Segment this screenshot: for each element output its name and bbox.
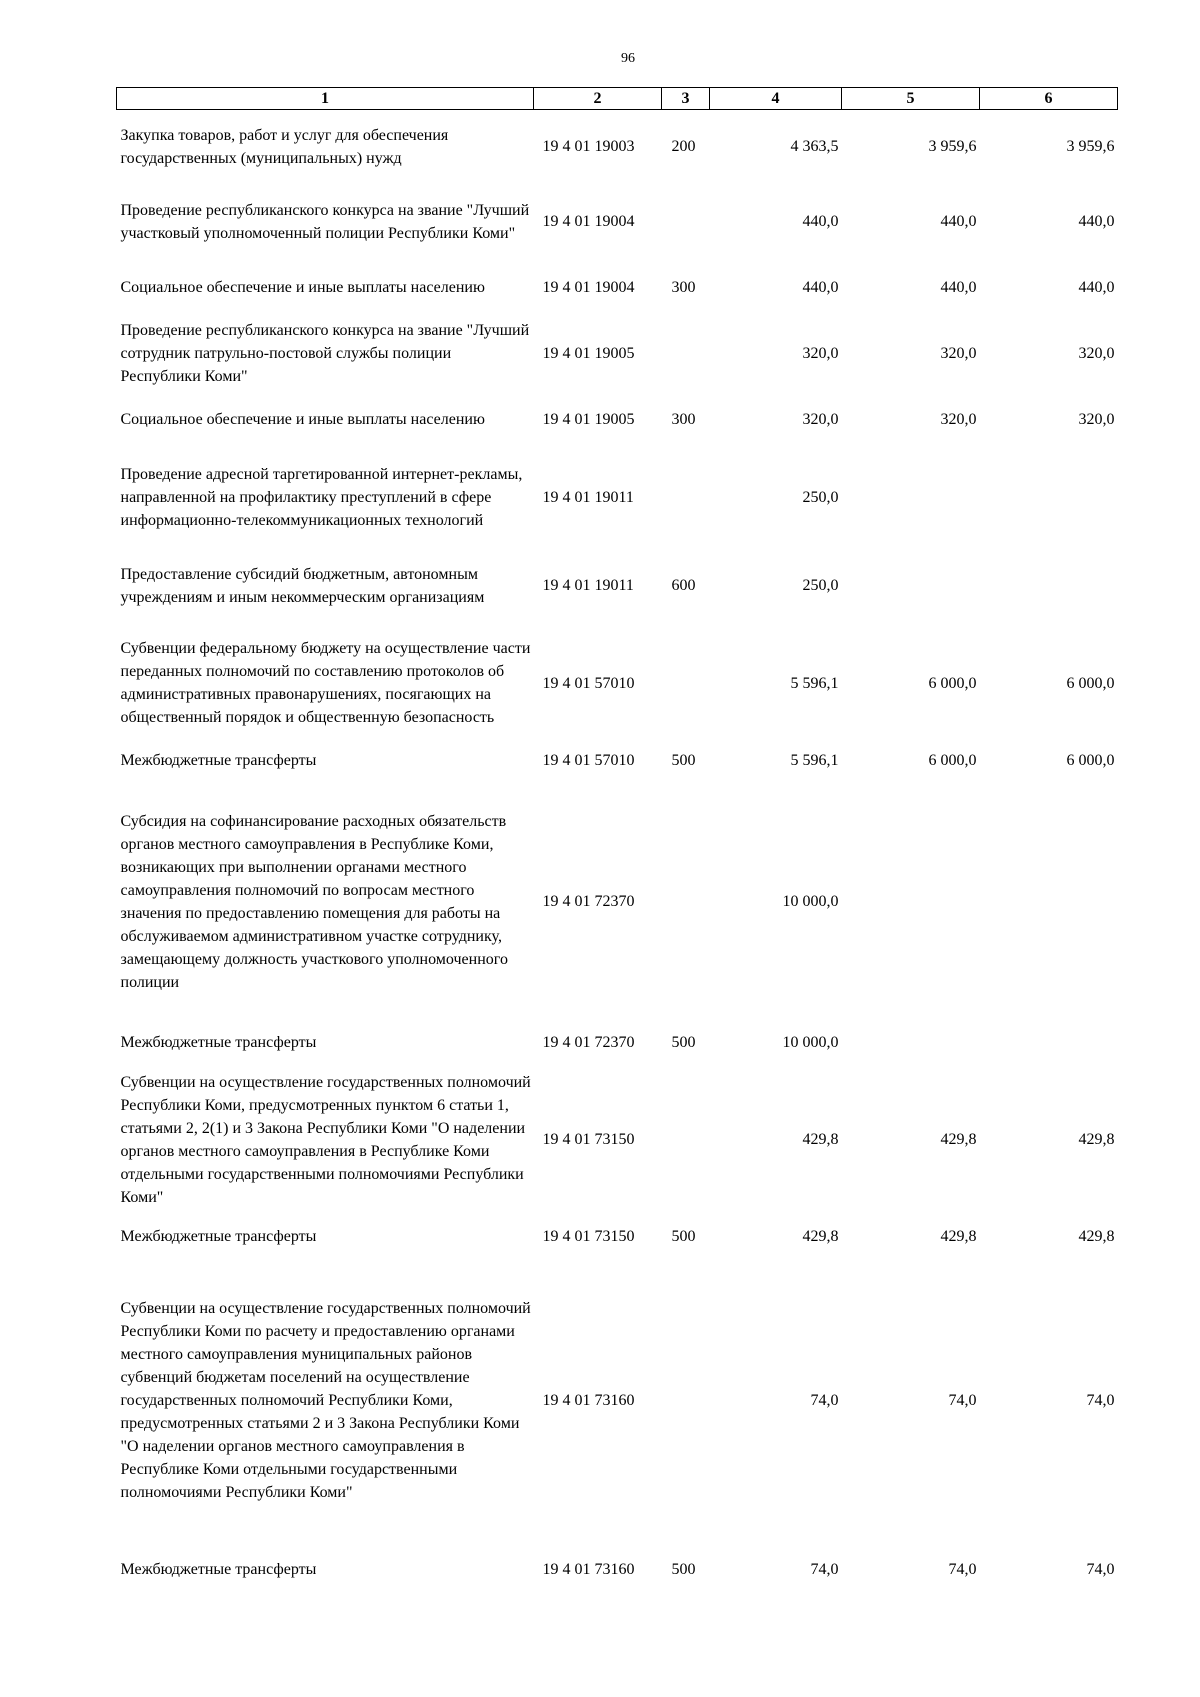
amount-col-6: 320,0 xyxy=(1078,411,1115,428)
amount-col-6 xyxy=(980,780,1118,1024)
amount-col-4: 250,0 xyxy=(802,488,839,506)
table-body xyxy=(117,110,1118,1594)
amount-col-4: 429,8 xyxy=(802,1228,839,1245)
amount-col-5: 6 000,0 xyxy=(928,752,977,769)
expense-type-code: 500 xyxy=(671,1228,696,1245)
target-article-code: 19 4 01 73150 xyxy=(542,1131,635,1148)
table-row xyxy=(117,780,1118,1024)
item-name: Субвенции федеральному бюджету на осуществление части переданных полномочий по составлению протоколов об административных правонарушениях, посягающих на общественный порядок и общественную безопасность xyxy=(120,640,531,726)
amount-col-6: 6 000,0 xyxy=(1066,674,1115,692)
amount-col-5: 6 000,0 xyxy=(928,674,977,692)
expense-type-code: 500 xyxy=(671,752,696,769)
column-header-4: 4 xyxy=(710,88,842,110)
budget-table xyxy=(116,87,1118,1594)
table-row xyxy=(117,316,1118,392)
amount-col-5: 320,0 xyxy=(940,411,977,428)
item-name: Субсидия на софинансирование расходных обязательств органов местного самоуправления в Республике Коми, возникающих при выполнении органами местного самоуправления полномочий по вопросам местного значения по предоставлению помещения для работы на обслуживаемом административном участке сотруднику, замещающему должность участкового уполномоченного полиции xyxy=(120,812,508,991)
target-article-code: 19 4 01 19004 xyxy=(542,213,635,230)
expense-type-code: 600 xyxy=(671,577,696,594)
amount-col-4: 74,0 xyxy=(810,1561,839,1578)
target-article-code: 19 4 01 19004 xyxy=(542,279,635,296)
target-article-code: 19 4 01 19011 xyxy=(542,577,634,594)
table-row xyxy=(117,742,1118,780)
target-article-code: 19 4 01 73160 xyxy=(542,1392,635,1409)
amount-col-6 xyxy=(980,448,1118,547)
amount-col-5: 440,0 xyxy=(940,279,977,296)
expense-type-code xyxy=(662,625,710,742)
target-article-code: 19 4 01 19003 xyxy=(542,138,635,156)
table-row xyxy=(117,1062,1118,1218)
target-article-code: 19 4 01 73160 xyxy=(542,1561,635,1578)
item-name: Проведение адресной таргетированной интернет-рекламы, направленной на профилактику преступлений в сфере информационно-телекоммуникационных технологий xyxy=(120,465,523,529)
page-number: 96 xyxy=(621,51,635,66)
amount-col-6: 3 959,6 xyxy=(1066,138,1115,156)
target-article-code: 19 4 01 19005 xyxy=(542,411,635,428)
table-row xyxy=(117,1546,1118,1594)
amount-col-4: 5 596,1 xyxy=(790,674,839,692)
amount-col-4: 10 000,0 xyxy=(782,893,839,910)
target-article-code: 19 4 01 57010 xyxy=(542,674,635,692)
table-row xyxy=(117,1024,1118,1062)
amount-col-6: 6 000,0 xyxy=(1066,752,1115,769)
expense-type-code xyxy=(662,1062,710,1218)
table-row xyxy=(117,260,1118,316)
target-article-code: 19 4 01 72370 xyxy=(542,1034,635,1051)
target-article-code: 19 4 01 19011 xyxy=(542,488,634,506)
column-header-1: 1 xyxy=(117,88,534,110)
expense-type-code: 300 xyxy=(671,411,696,428)
expense-type-code: 200 xyxy=(671,138,696,156)
amount-col-6: 440,0 xyxy=(1078,213,1115,230)
amount-col-5: 74,0 xyxy=(948,1561,977,1578)
item-name: Межбюджетные трансферты xyxy=(120,1034,317,1051)
expense-type-code xyxy=(662,448,710,547)
column-header-5: 5 xyxy=(842,88,980,110)
amount-col-4: 4 363,5 xyxy=(790,138,839,156)
table-row xyxy=(117,1256,1118,1546)
amount-col-5 xyxy=(842,780,980,1024)
amount-col-5 xyxy=(842,547,980,625)
amount-col-5: 3 959,6 xyxy=(928,138,977,156)
target-article-code: 19 4 01 72370 xyxy=(542,893,635,910)
amount-col-6: 429,8 xyxy=(1078,1228,1115,1245)
table-row xyxy=(117,547,1118,625)
amount-col-4: 250,0 xyxy=(802,577,839,594)
amount-col-6: 320,0 xyxy=(1078,345,1115,362)
table-row xyxy=(117,625,1118,742)
amount-col-4: 320,0 xyxy=(802,345,839,362)
expense-type-code xyxy=(662,780,710,1024)
column-header-6: 6 xyxy=(980,88,1118,110)
amount-col-6 xyxy=(980,1024,1118,1062)
item-name: Межбюджетные трансферты xyxy=(120,752,317,769)
item-name: Предоставление субсидий бюджетным, автономным учреждениям и иным некоммерческим организациям xyxy=(120,565,485,606)
amount-col-4: 440,0 xyxy=(802,213,839,230)
amount-col-4: 10 000,0 xyxy=(782,1034,839,1051)
amount-col-5 xyxy=(842,448,980,547)
expense-type-code: 300 xyxy=(671,279,696,296)
target-article-code: 19 4 01 19005 xyxy=(542,345,635,362)
amount-col-5: 74,0 xyxy=(948,1392,977,1409)
item-name: Межбюджетные трансферты xyxy=(120,1228,317,1245)
item-name: Межбюджетные трансферты xyxy=(120,1561,317,1578)
item-name: Субвенции на осуществление государственных полномочий Республики Коми по расчету и предоставлению органами местного самоуправления муниципальных районов субвенций бюджетам поселений на осуществление государственных полномочий Республики Коми, предусмотренных статьями 2 и 3 Закона Республики Коми "О наделении органов местного самоуправления в Республике Коми отдельными государственными полномочиями Республики Коми" xyxy=(120,1300,531,1501)
amount-col-5: 429,8 xyxy=(940,1228,977,1245)
table-row xyxy=(117,392,1118,448)
amount-col-6 xyxy=(980,547,1118,625)
item-name: Социальное обеспечение и иные выплаты населению xyxy=(120,279,485,296)
column-header-3: 3 xyxy=(662,88,710,110)
amount-col-5: 440,0 xyxy=(940,213,977,230)
amount-col-4: 440,0 xyxy=(802,279,839,296)
expense-type-code: 500 xyxy=(671,1034,696,1051)
amount-col-5 xyxy=(842,1024,980,1062)
table-row xyxy=(117,1218,1118,1256)
target-article-code: 19 4 01 73150 xyxy=(542,1228,635,1245)
amount-col-6: 74,0 xyxy=(1086,1392,1115,1409)
amount-col-6: 429,8 xyxy=(1078,1131,1115,1148)
item-name: Проведение республиканского конкурса на звание "Лучший участковый уполномоченный полиции Республики Коми" xyxy=(120,201,530,242)
table-row xyxy=(117,110,1118,184)
table-row xyxy=(117,184,1118,260)
amount-col-4: 320,0 xyxy=(802,411,839,428)
item-name: Закупка товаров, работ и услуг для обеспечения государственных (муниципальных) нужд xyxy=(120,126,449,167)
expense-type-code xyxy=(662,184,710,260)
amount-col-4: 5 596,1 xyxy=(790,752,839,769)
amount-col-5: 429,8 xyxy=(940,1131,977,1148)
expense-type-code xyxy=(662,316,710,392)
item-name: Проведение республиканского конкурса на звание "Лучший сотрудник патрульно-постовой службы полиции Республики Коми" xyxy=(120,322,530,385)
amount-col-4: 74,0 xyxy=(810,1392,839,1409)
table-header-row xyxy=(117,88,1118,110)
column-header-2: 2 xyxy=(534,88,662,110)
item-name: Социальное обеспечение и иные выплаты населению xyxy=(120,411,485,428)
expense-type-code: 500 xyxy=(671,1561,696,1578)
amount-col-5: 320,0 xyxy=(940,345,977,362)
amount-col-6: 74,0 xyxy=(1086,1561,1115,1578)
amount-col-6: 440,0 xyxy=(1078,279,1115,296)
item-name: Субвенции на осуществление государственных полномочий Республики Коми, предусмотренных пунктом 6 статьи 1, статьями 2, 2(1) и 3 Закона Республики Коми "О наделении органов местного самоуправления в Республике Коми отдельными государственными полномочиями Республики Коми" xyxy=(120,1073,531,1206)
target-article-code: 19 4 01 57010 xyxy=(542,752,635,769)
table-row xyxy=(117,448,1118,547)
expense-type-code xyxy=(662,1256,710,1546)
amount-col-4: 429,8 xyxy=(802,1131,839,1148)
